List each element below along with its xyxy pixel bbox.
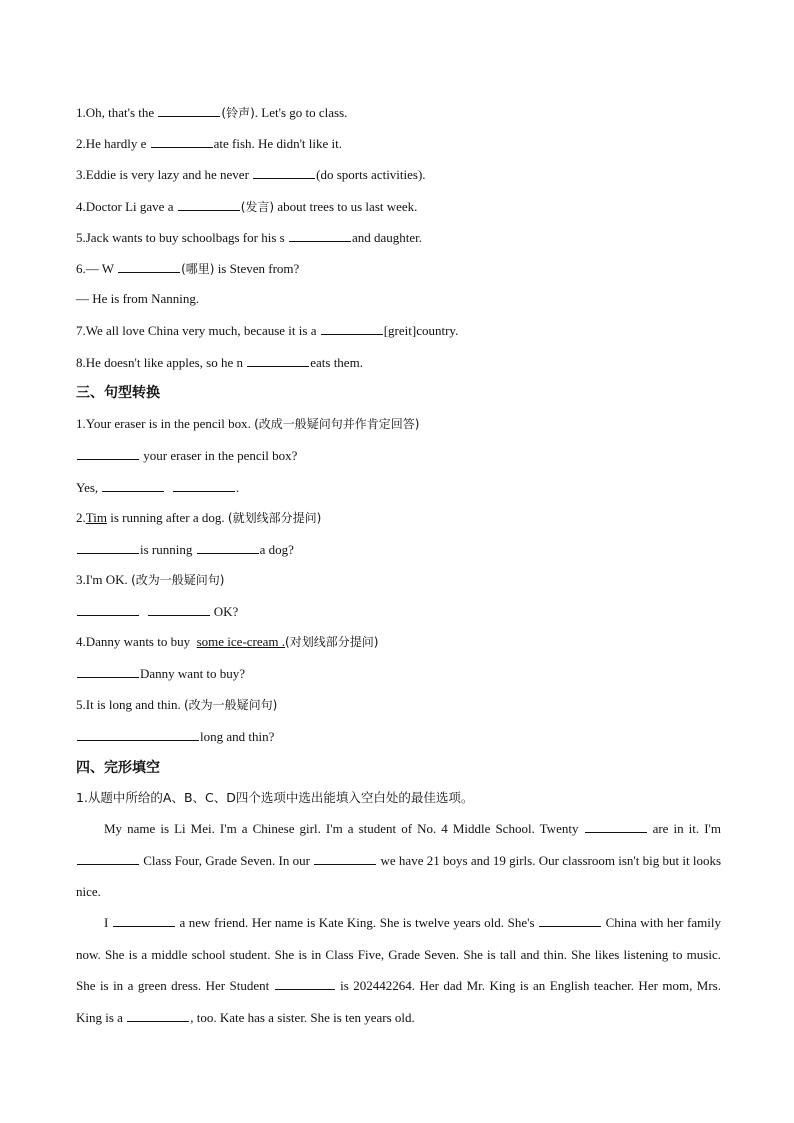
- section-3-title: 三、句型转换: [76, 385, 160, 401]
- underlined-phrase: some ice-cream .: [196, 634, 286, 649]
- cloze-blank-4[interactable]: [113, 914, 175, 927]
- section-4-title: 四、完形填空: [76, 760, 160, 776]
- cloze-paragraph-2: I a new friend. Her name is Kate King. She is twelve years old. She's China with her family now. She is a middle school student. She is in Class Five, Grade Seven. She is tall and thin. She likes listening to music. She is in a green dress. Her Student is 202442264. Her dad Mr. King is an English teacher. Her mom, Mrs. King is a , too. Kate has a sister. She is ten years old.: [76, 915, 721, 1025]
- answer-blank[interactable]: [173, 479, 235, 492]
- answer-blank[interactable]: [77, 541, 139, 554]
- answer-blank[interactable]: [77, 447, 139, 460]
- fill-item-4: 4.Doctor Li gave a (发言) about trees to us last week.: [76, 199, 418, 214]
- answer-blank[interactable]: [118, 260, 180, 273]
- answer-blank[interactable]: [197, 541, 259, 554]
- transform-q4-line1: Danny want to buy?: [76, 665, 726, 682]
- underlined-word: Tim: [85, 510, 107, 525]
- transform-q5: 5.It is long and thin. (改为一般疑问句): [76, 697, 278, 712]
- fill-item-2: 2.He hardly e ate fish. He didn't like it.: [76, 136, 342, 151]
- answer-blank[interactable]: [151, 135, 213, 148]
- transform-q2: 2.Tim is running after a dog. (就划线部分提问): [76, 510, 322, 525]
- answer-blank[interactable]: [158, 104, 220, 117]
- transform-q3-line1: OK?: [76, 603, 726, 620]
- fill-item-3: 3.Eddie is very lazy and he never (do sports activities).: [76, 167, 426, 182]
- cloze-blank-2[interactable]: [77, 852, 139, 865]
- transform-q1-line1: your eraser in the pencil box?: [76, 447, 726, 464]
- fill-item-8: 8.He doesn't like apples, so he n eats them.: [76, 355, 363, 370]
- transform-q4: 4.Danny wants to buy some ice-cream .(对划线部分提问): [76, 634, 379, 649]
- answer-blank[interactable]: [77, 665, 139, 678]
- fill-item-6: 6.— W (哪里) is Steven from?: [76, 261, 300, 276]
- fill-item-5: 5.Jack wants to buy schoolbags for his s and daughter.: [76, 230, 422, 245]
- cloze-blank-1[interactable]: [585, 820, 647, 833]
- cloze-blank-5[interactable]: [539, 914, 601, 927]
- cloze-paragraph-1: My name is Li Mei. I'm a Chinese girl. I'm a student of No. 4 Middle School. Twenty are in it. I'm Class Four, Grade Seven. In our we have 21 boys and 19 girls. Our classroom isn't big but it looks nice.: [76, 821, 721, 899]
- answer-blank[interactable]: [148, 603, 210, 616]
- transform-q3: 3.I'm OK. (改为一般疑问句): [76, 572, 225, 587]
- transform-q5-line1: long and thin?: [76, 728, 726, 745]
- answer-blank[interactable]: [102, 479, 164, 492]
- answer-blank[interactable]: [77, 603, 139, 616]
- answer-blank[interactable]: [253, 166, 315, 179]
- cloze-blank-7[interactable]: [127, 1009, 189, 1022]
- cloze-blank-3[interactable]: [314, 852, 376, 865]
- fill-item-7: 7.We all love China very much, because it is a [greit]country.: [76, 323, 459, 338]
- answer-blank[interactable]: [247, 354, 309, 367]
- answer-blank[interactable]: [289, 229, 351, 242]
- fill-item-6-answer: — He is from Nanning.: [76, 291, 200, 306]
- transform-q1: 1.Your eraser is in the pencil box. (改成一般疑问句并作肯定回答): [76, 416, 420, 431]
- answer-blank[interactable]: [77, 728, 199, 741]
- cloze-blank-6[interactable]: [275, 977, 335, 990]
- fill-item-1: 1.Oh, that's the (铃声). Let's go to class.: [76, 105, 348, 120]
- transform-q2-line1: is running a dog?: [76, 541, 726, 558]
- transform-q1-line2: Yes, .: [76, 480, 240, 495]
- cloze-instruction: 1.从题中所给的A、B、C、D四个选项中选出能填入空白处的最佳选项。: [76, 790, 474, 805]
- answer-blank[interactable]: [178, 198, 240, 211]
- answer-blank[interactable]: [321, 322, 383, 335]
